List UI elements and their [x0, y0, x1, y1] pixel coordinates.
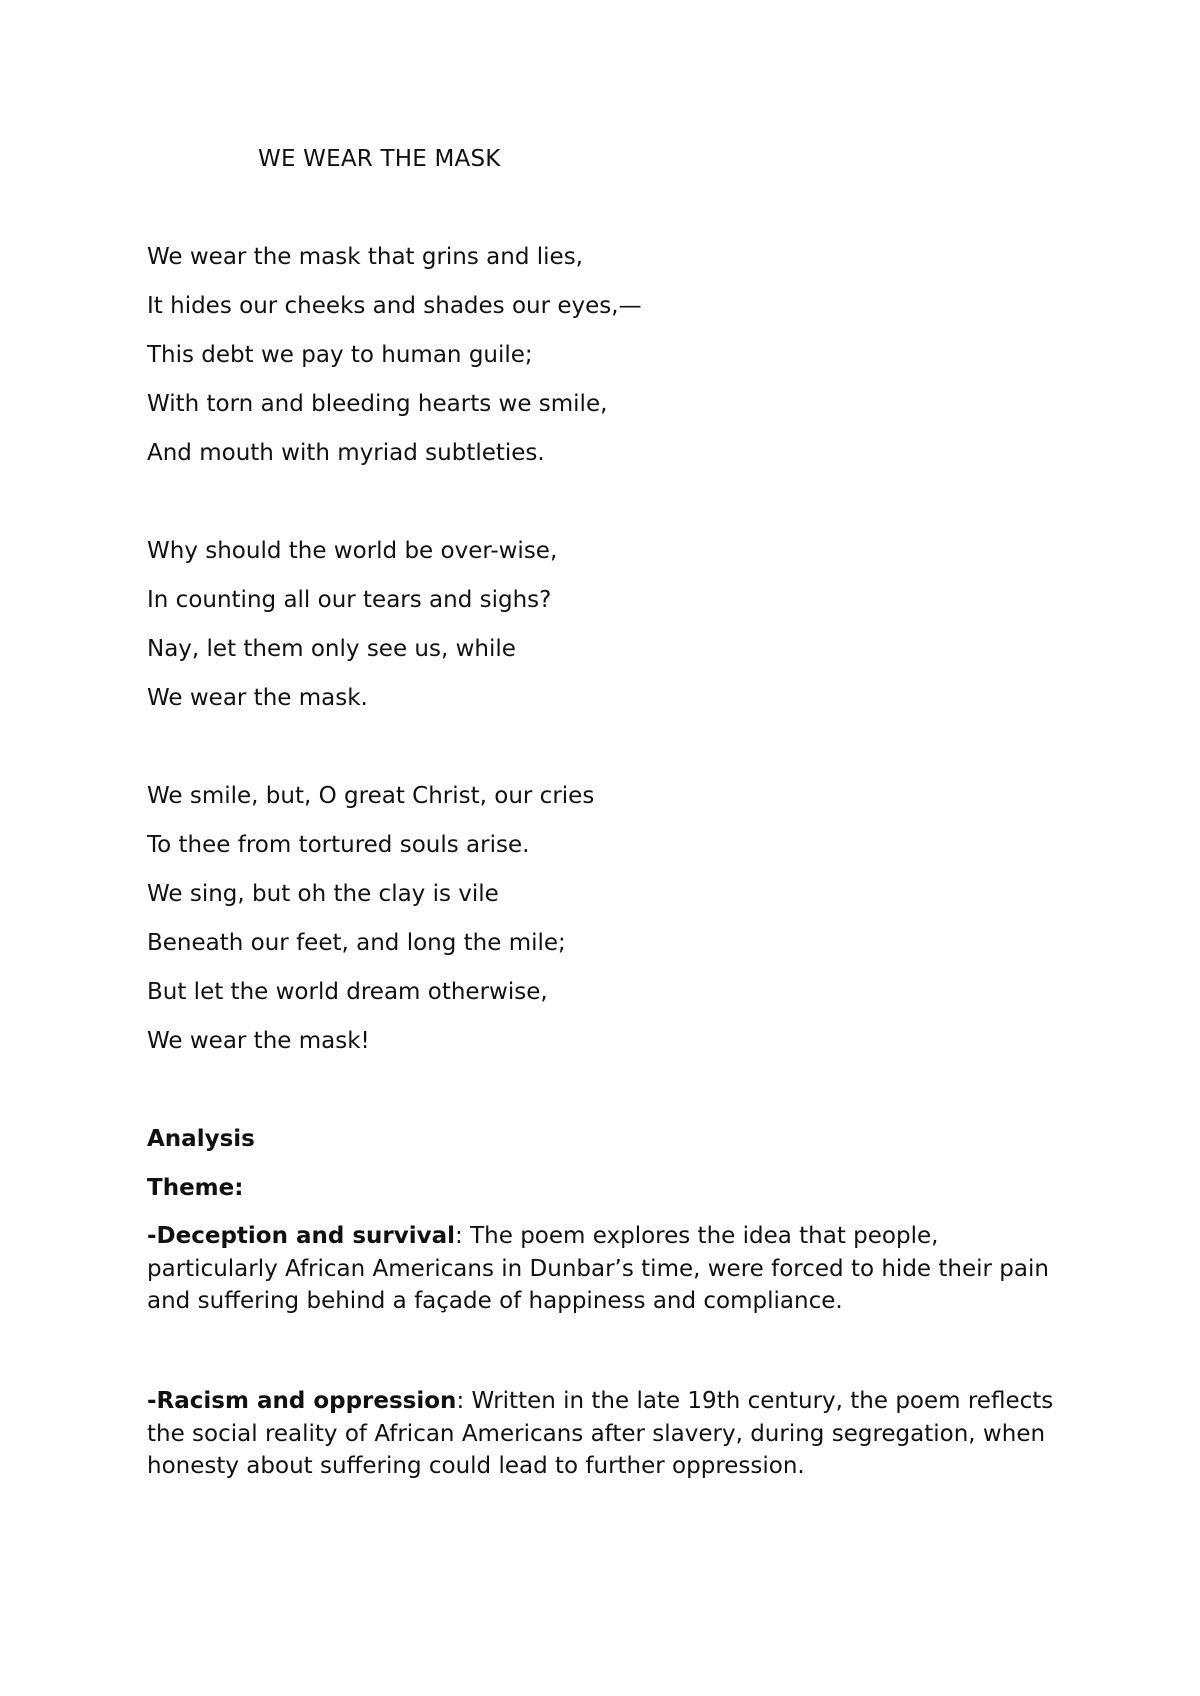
- analysis-heading: Analysis: [147, 1126, 255, 1152]
- poem-line: But let the world dream otherwise,: [147, 979, 548, 1005]
- analysis-point-term: -Racism and oppression: [147, 1388, 457, 1414]
- poem-line: We wear the mask.: [147, 685, 368, 711]
- analysis-point-separator: :: [456, 1388, 465, 1414]
- poem-line: Nay, let them only see us, while: [147, 636, 516, 662]
- theme-heading: Theme:: [147, 1175, 244, 1201]
- poem-line: To thee from tortured souls arise.: [147, 832, 530, 858]
- poem-line: We wear the mask that grins and lies,: [147, 244, 583, 270]
- analysis-point-text: Written in the late 19th century, the poem reflects the social reality of African Americans after slavery, during segregation, when honesty about suffering could lead to further oppression.: [147, 1388, 1054, 1479]
- analysis-point-text: The poem explores the idea that people, particularly African Americans in Dunbar’s time, were forced to hide their pain and suffering behind a façade of happiness and compliance.: [147, 1223, 1049, 1314]
- poem-line: We sing, but oh the clay is vile: [147, 881, 499, 907]
- poem-line: Beneath our feet, and long the mile;: [147, 930, 566, 956]
- poem-title: WE WEAR THE MASK: [258, 146, 501, 172]
- poem-line: It hides our cheeks and shades our eyes,—: [147, 293, 642, 319]
- poem-line: With torn and bleeding hearts we smile,: [147, 391, 608, 417]
- analysis-point-term: -Deception and survival: [147, 1223, 456, 1249]
- poem-line: We smile, but, O great Christ, our cries: [147, 783, 595, 809]
- analysis-point: [147, 1220, 1062, 1318]
- poem-line: This debt we pay to human guile;: [147, 342, 533, 368]
- poem-line: We wear the mask!: [147, 1028, 370, 1054]
- analysis-point: [147, 1385, 1062, 1483]
- poem-line: And mouth with myriad subtleties.: [147, 440, 545, 466]
- poem-line: In counting all our tears and sighs?: [147, 587, 552, 613]
- analysis-point-separator: :: [455, 1223, 463, 1249]
- poem-line: Why should the world be over-wise,: [147, 538, 558, 564]
